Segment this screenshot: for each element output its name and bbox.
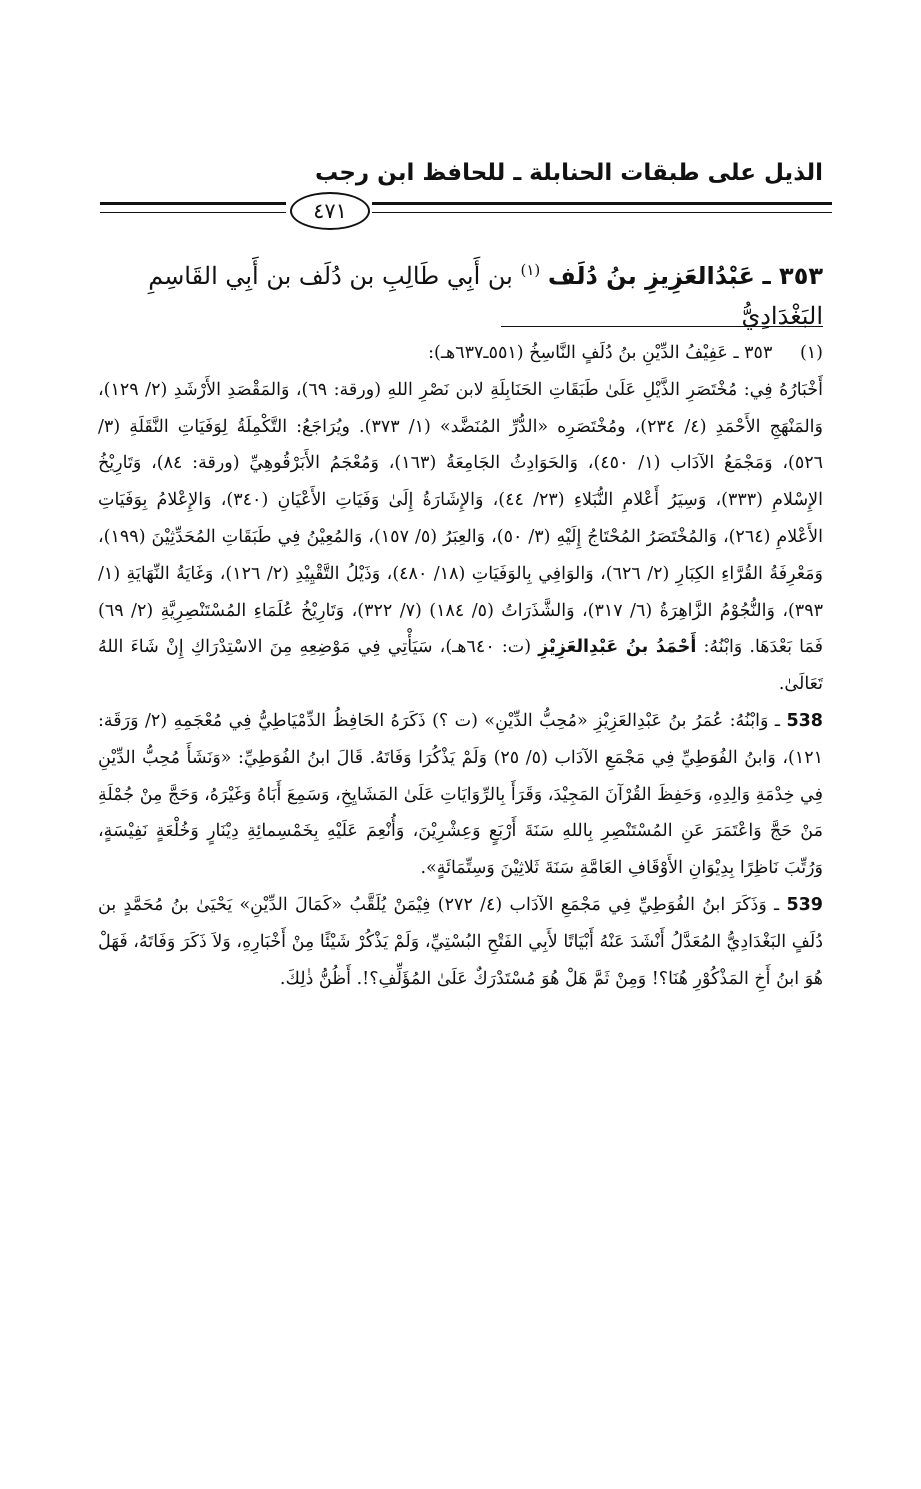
footnote-heading-text: عَفِيْفُ الدِّيْنِ بنُ دُلَفٍ النَّاسِخُ (٥٥١ـ٦٣٧هـ): bbox=[428, 343, 728, 363]
item-539-number: 539 bbox=[786, 894, 823, 915]
entry-title bbox=[83, 250, 823, 336]
footnote-marker: (١) bbox=[799, 343, 823, 363]
running-title: الذيل على طبقات الحنابلة ـ للحافظ ابن رجب bbox=[314, 160, 823, 186]
item-538 bbox=[98, 703, 823, 887]
footnote-reference: (١) bbox=[520, 261, 541, 279]
rule-left-thick bbox=[100, 202, 286, 205]
footnote-heading-number: ٣٥٣ ـ bbox=[733, 343, 773, 363]
item-539-text: ـ وَذَكَرَ ابنُ الفُوَطِيِّ فِي مَجْمَعِ الآدَاب (٤/ ٢٧٢) فِيْمَنْ يُلَقَّبُ «كَمَالَ الدِّيْنِ» يَحْيَىٰ بنُ مُحَمَّدٍ بن دُلَفٍ البَغْدَادِيُّ المُعَدَّلُ أَنْشَدَ عَنْهُ أَبْيَاتًا لأَبِي الفَتْحِ البُسْتِيِّ، وَلَمْ يَذْكُرْ شَيْئًا مِنْ أَخْبَارِهِ، وَلاَ ذَكَرَ وَفَاتَهُ، فَهَلْ هُوَ ابنُ أَخِ المَذْكُوْرِ هُنَا؟! وَمِنْ ثَمَّ هَلْ هُوَ مُسْتَدْرَكٌ عَلَىٰ المُؤَلِّفِ؟!. أَظُنُّ ذٰلِكَ. bbox=[98, 894, 823, 989]
entry-name-bold: عَبْدُالعَزِيزِ بنُ دُلَف bbox=[547, 262, 755, 290]
footnote-heading bbox=[98, 335, 823, 372]
rule-right-thick bbox=[372, 202, 832, 205]
entry-name-rest: بن أَبِي طَالِبِ بن دُلَف بن أَبِي القَاسِمِ البَغْدَادِيُّ bbox=[148, 262, 823, 330]
footnote-separator bbox=[501, 326, 823, 327]
page-number: ٤٧١ bbox=[290, 192, 370, 230]
item-539 bbox=[98, 887, 823, 997]
sources-paragraph bbox=[98, 372, 823, 703]
header-rule bbox=[100, 190, 832, 230]
sources-text: أَخْبَارُهُ فِي: مُخْتَصَرِ الذَّيْلِ عَلَىٰ طَبَقَاتِ الحَنَابِلَةِ لابن نَصْرِ اللهِ (ورقة: ٦٩)، وَالمَقْصَدِ الأَرْشَدِ (٢/ ١٢٩)، وَالمَنْهَجِ الأَحْمَدِ (٤/ ٢٣٤)، ومُخْتَصَرِه «الدُّرِّ المُنَضَّد» (١/ ٣٧٣). ويُرَاجَعُ: التَّكْمِلَةُ لِوَفَيَاتِ النَّقَلَةِ (٣/ ٥٢٦)، وَمَجْمَعُ الآدَاب (١/ ٤٥٠)، وَالحَوَادِثُ الجَامِعَةُ (١٦٣)، وَمُعْجَمُ الأَبَرْقُوهِيِّ (ورقة: ٨٤)، وَتَارِيْخُ الإِسْلامِ (٣٣٣)، وَسِيَرُ أَعْلامِ النُّبَلاءِ (٢٣/ ٤٤)، وَالإِشَارَةُ إِلَىٰ وَفَيَاتِ الأَعْيَانِ (٣٤٠)، وَالإِعْلامُ بِوَفَيَاتِ الأَعْلامِ (٢٦٤)، وَالمُخْتَصَرُ المُحْتَاجُ إِلَيْهِ (٣/ ٥٠)، وَالعِبَرُ (٥/ ١٥٧)، وَالمُعِيْنُ فِي طَبَقَاتِ المُحَدِّثِيْنَ (١٩٩)، وَمَعْرِفَةُ القُرَّاءِ الكِبَارِ (٢/ ٦٢٦)، وَالوَافِي بِالوَفَيَاتِ (١٨/ ٤٨٠)، وَذَيْلُ التَّقْيِيْدِ (٢/ ١٢٦)، وَغَايَةُ النِّهَايَةِ (١/ ٣٩٣)، وَالنُّجُوْمُ الزَّاهِرَةُ (٦/ ٣١٧)، وَالشَّذَرَاتُ (٥/ ١٨٤) (٧/ ٣٢٢)، وَتَارِيْخُ عُلَمَاءِ المُسْتَنْصِرِيَّةِ (٢/ ٦٩) فَمَا بَعْدَهَا. وَابْنُهُ: bbox=[98, 379, 824, 658]
rule-right-thin bbox=[372, 212, 832, 213]
footnote-body bbox=[98, 335, 823, 997]
entry-number: ٣٥٣ ـ bbox=[762, 262, 823, 290]
rule-left-thin bbox=[100, 212, 286, 213]
sources-text-end: (ت: ٦٤٠هـ)، سَيَأْتِي فِي مَوْضِعِهِ مِنَ الاسْتِدْرَاكِ إِنْ شَاءَ اللهُ تَعَالَىٰ. bbox=[98, 637, 823, 695]
item-538-number: 538 bbox=[786, 710, 823, 731]
item-538-text: ـ وَابْنُهُ: عُمَرُ بنُ عَبْدِالعَزِيْزِ «مُحِبُّ الدِّيْنِ» (ت ؟) ذَكَرَهُ الحَافِظُ الدِّمْيَاطِيُّ فِي مُعْجَمِهِ (٢/ وَرَقَة: ١٢١)، وَابنُ الفُوَطِيِّ فِي مَجْمَعِ الآدَاب (٥/ ٢٥) وَلَمْ يَذْكُرَا وَفَاتَهُ. قَالَ ابنُ الفُوَطِيِّ: «وَنَشَأَ مُحِبُّ الدِّيْنِ فِي خِدْمَةِ وَالِدِهِ، وَحَفِظَ القُرْآنَ المَجِيْدَ، وَقَرَأَ بِالرِّوَايَاتِ عَلَىٰ المَشَايِخِ، وَسَمِعَ أَبَاهُ وَغَيْرَهُ، وَحَجَّ مِنْ جُمْلَةِ مَنْ حَجَّ وَاعْتَمَرَ عَنِ المُسْتَنْصِرِ بِاللهِ سَنَةَ أَرْبَعٍ وَعِشْرِيْنَ، وَأُنْعِمَ عَلَيْهِ بِخَمْسِمائِةِ دِيْنَارٍ وَخُلْعَةٍ نَفِيْسَةٍ، وَرُتِّبَ نَاظِرًا بِدِيْوَانِ الأَوْقَافِ العَامَّةِ سَنَةَ ثَلاثِيْنَ وَسِتِّمَائَةٍ». bbox=[98, 710, 823, 879]
son-name: أَحْمَدُ بنُ عَبْدِالعَزِيْزِ bbox=[538, 637, 697, 658]
